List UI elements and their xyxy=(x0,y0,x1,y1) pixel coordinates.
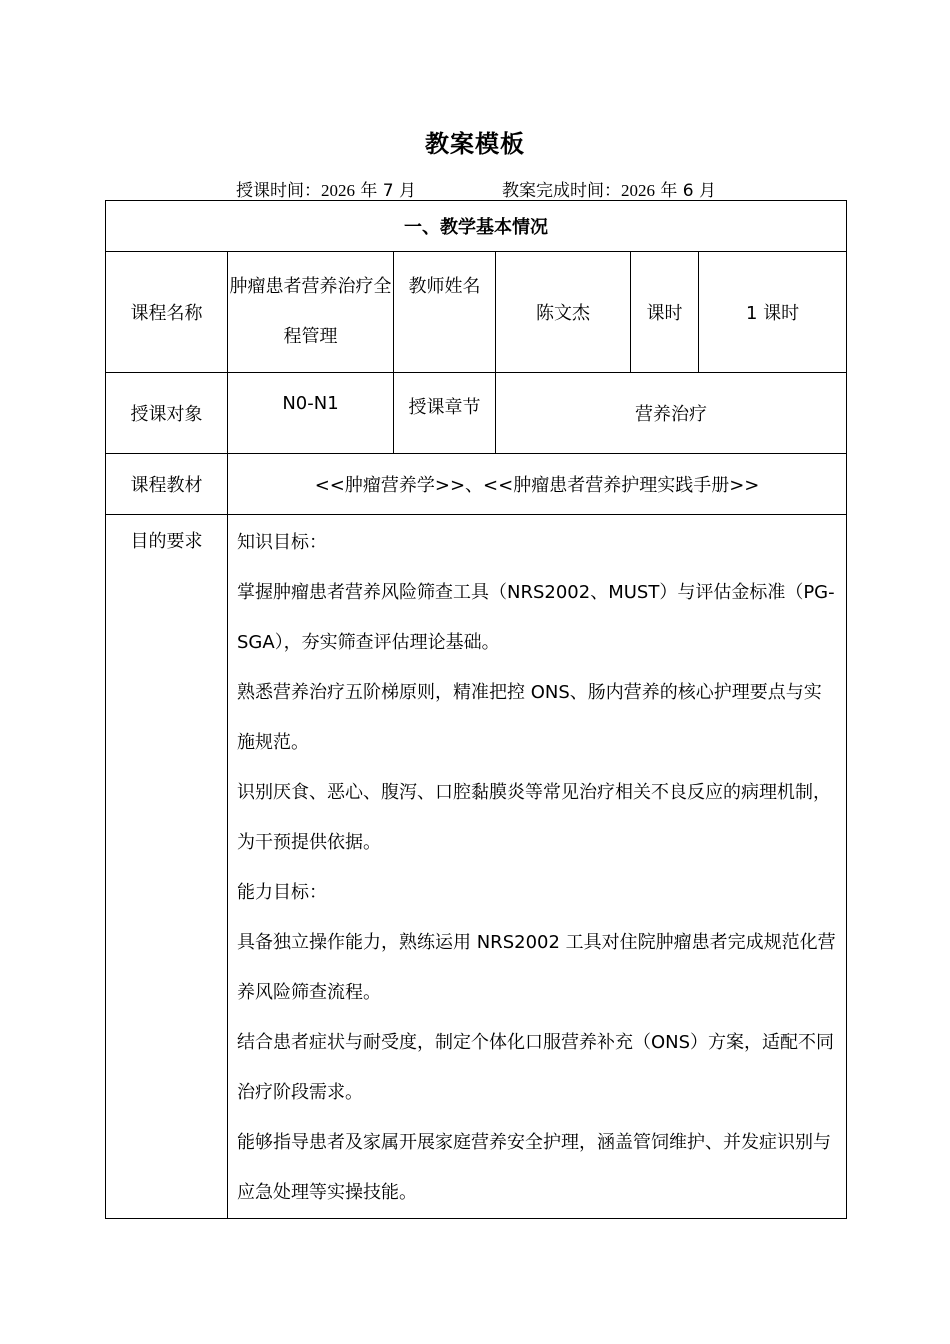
audience-label: 授课对象 xyxy=(106,373,228,454)
goal-item: 掌握肿瘤患者营养风险筛查工具（NRS2002、MUST）与评估金标准（PG-SGA），夯实筛查评估理论基础。 xyxy=(237,582,835,653)
teacher-value: 陈文杰 xyxy=(496,252,631,373)
hours-value: 1 课时 xyxy=(699,252,847,373)
audience-value: N0-N1 xyxy=(228,373,394,454)
done-time-month: 年 6 月 xyxy=(655,181,717,201)
course-name-value: 肿瘤患者营养治疗全程管理 xyxy=(228,252,394,373)
done-time-label: 教案完成时间： xyxy=(502,181,621,201)
goal-item: 能够指导患者及家属开展家庭营养安全护理，涵盖管饲维护、并发症识别与应急处理等实操技能。 xyxy=(237,1132,831,1203)
goal-item: 识别厌食、恶心、腹泻、口腔黏膜炎等常见治疗相关不良反应的病理机制，为干预提供依据。 xyxy=(237,782,831,853)
lesson-info-table xyxy=(105,200,847,1219)
teach-time-year: 2026 xyxy=(321,181,355,200)
textbook-value: <<肿瘤营养学>>、<<肿瘤患者营养护理实践手册>> xyxy=(228,454,847,515)
goal-item: 熟悉营养治疗五阶梯原则，精准把控 ONS、肠内营养的核心护理要点与实施规范。 xyxy=(237,682,822,753)
section-title: 一、教学基本情况 xyxy=(106,201,847,252)
hours-label: 课时 xyxy=(631,252,699,373)
goal-item: 具备独立操作能力，熟练运用 NRS2002 工具对住院肿瘤患者完成规范化营养风险筛查流程。 xyxy=(237,932,836,1003)
chapter-value: 营养治疗 xyxy=(496,373,847,454)
page-title: 教案模板 xyxy=(425,130,525,158)
teach-time xyxy=(236,176,416,201)
goal-item: 结合患者症状与耐受度，制定个体化口服营养补充（ONS）方案，适配不同治疗阶段需求。 xyxy=(237,1032,835,1103)
goal-heading-ability: 能力目标： xyxy=(237,882,327,903)
goals-label: 目的要求 xyxy=(106,515,228,1219)
goals-content xyxy=(228,515,847,1219)
teach-time-month: 年 7 月 xyxy=(355,181,417,201)
teach-time-label: 授课时间： xyxy=(236,181,321,201)
textbook-label: 课程教材 xyxy=(106,454,228,515)
done-time xyxy=(502,176,716,201)
done-time-year: 2026 xyxy=(621,181,655,200)
course-name-label: 课程名称 xyxy=(106,252,228,373)
teacher-label: 教师姓名 xyxy=(394,252,496,373)
goal-heading-knowledge: 知识目标： xyxy=(237,532,327,553)
chapter-label: 授课章节 xyxy=(394,373,496,454)
